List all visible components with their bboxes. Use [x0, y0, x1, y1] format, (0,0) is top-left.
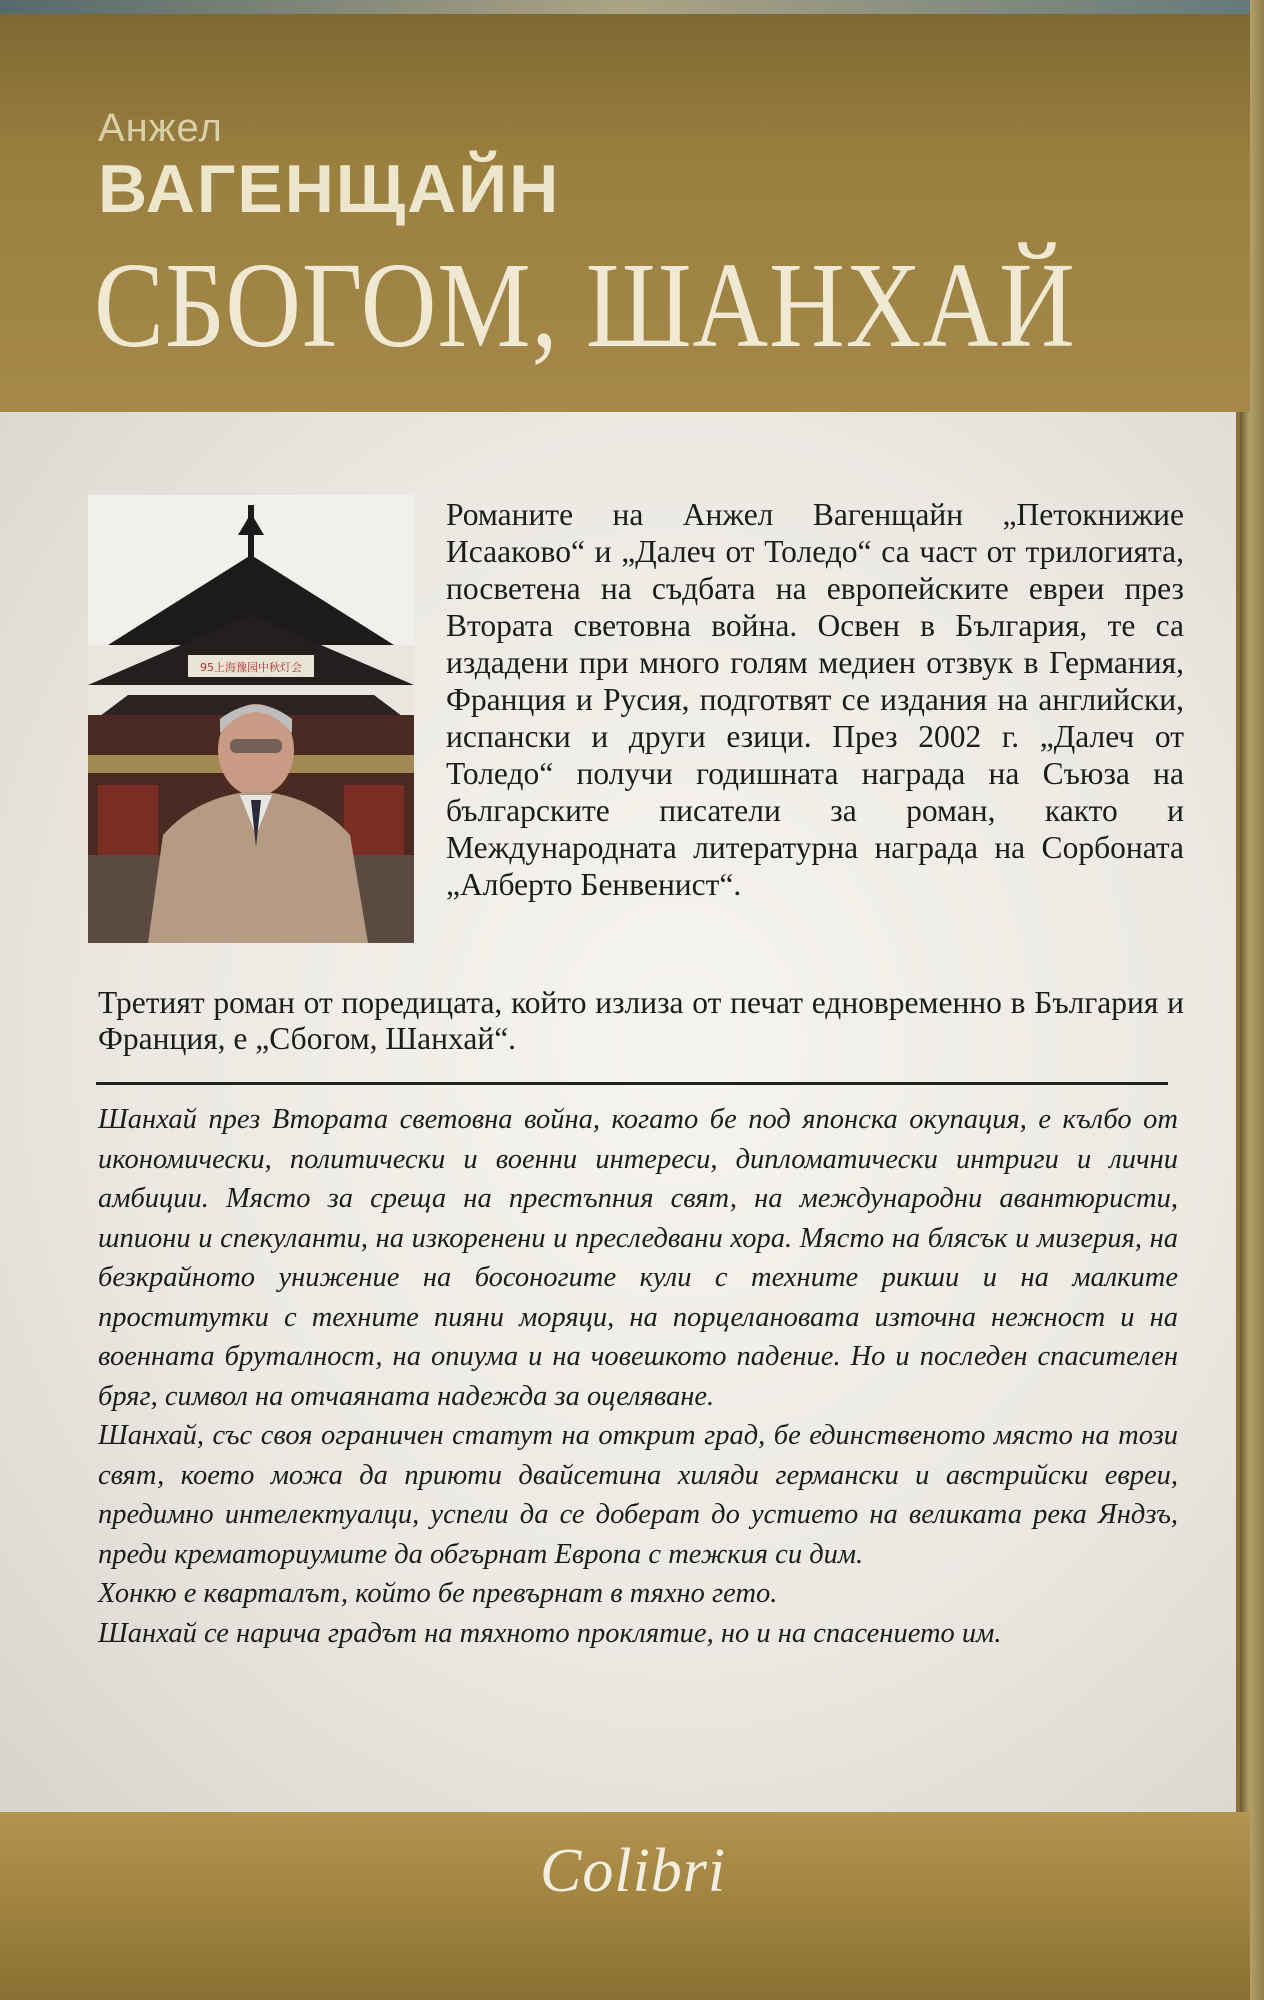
section-divider — [96, 1082, 1168, 1085]
author-last-name: ВАГЕНЩАЙН — [98, 151, 561, 227]
author-bio-continuation: Третият роман от поредицата, който излиза от печат едновременно в България и Франция, е „Сбогом, Шанхай“. — [98, 985, 1184, 1056]
blurb-paragraph: Шанхай през Втората световна война, когато бе под японска окупация, е кълбо от икономически, политически и военни интереси, дипломатически интриги и лични амбиции. Място за среща на престъпния свят, на международни авантюристи, шпиони и спекуланти, на изкоренени и преследвани хора. Място на блясък и мизерия, на безкрайното унижение на босоногите кули с техните рикши и на малките проститутки с техните пияни моряци, на порцелановата източна нежност и на военната бруталност, на опиума и на човешкото падение. Но и последен спасителен бряг, символ на отчаяната надежда за оцеляване. — [98, 1104, 1178, 1412]
blurb-paragraph: Шанхай, със своя ограничен статут на открит град, бе единственото място на този свят, което можа да приюти двайсетина хиляди германски и австрийски евреи, предимно интелектуалци, успели да се доберат до устието на великата река Яндзъ, преди крематориумите да обгърнат Европа с тежкия си дим. — [98, 1420, 1178, 1570]
author-photo-image — [88, 495, 414, 943]
blurb-paragraph: Шанхай се нарича градът на тяхното проклятие, но и на спасението им. — [98, 1617, 1002, 1649]
photo-sign-text: 95上海豫园中秋灯会 — [200, 661, 302, 674]
book-blurb — [98, 1100, 1178, 1653]
author-photo — [88, 495, 414, 943]
book-title: СБОГОМ, ШАНХАЙ — [94, 238, 1076, 373]
author-bio: Романите на Анжел Вагенщайн „Петокнижие Исааково“ и „Далеч от Толедо“ са част от трилогията, посветена на съдбата на европейските евреи през Втората световна война. Освен в България, те са издадени при много голям медиен отзвук в Германия, Франция и Русия, подготвят се издания на английски, испански и други езици. През 2002 г. „Далеч от Толедо“ получи годишната награда на Съюза на българските писатели за роман, както и Международната литературна награда на Сорбоната „Алберто Бенвенист“. — [446, 497, 1184, 902]
publisher-logo: Colibri — [540, 1837, 727, 1905]
top-edge-strip — [0, 0, 1250, 14]
blurb-paragraph: Хонкю е кварталът, който бе превърнат в тяхно гето. — [98, 1578, 778, 1609]
author-first-name: Анжел — [98, 106, 223, 150]
